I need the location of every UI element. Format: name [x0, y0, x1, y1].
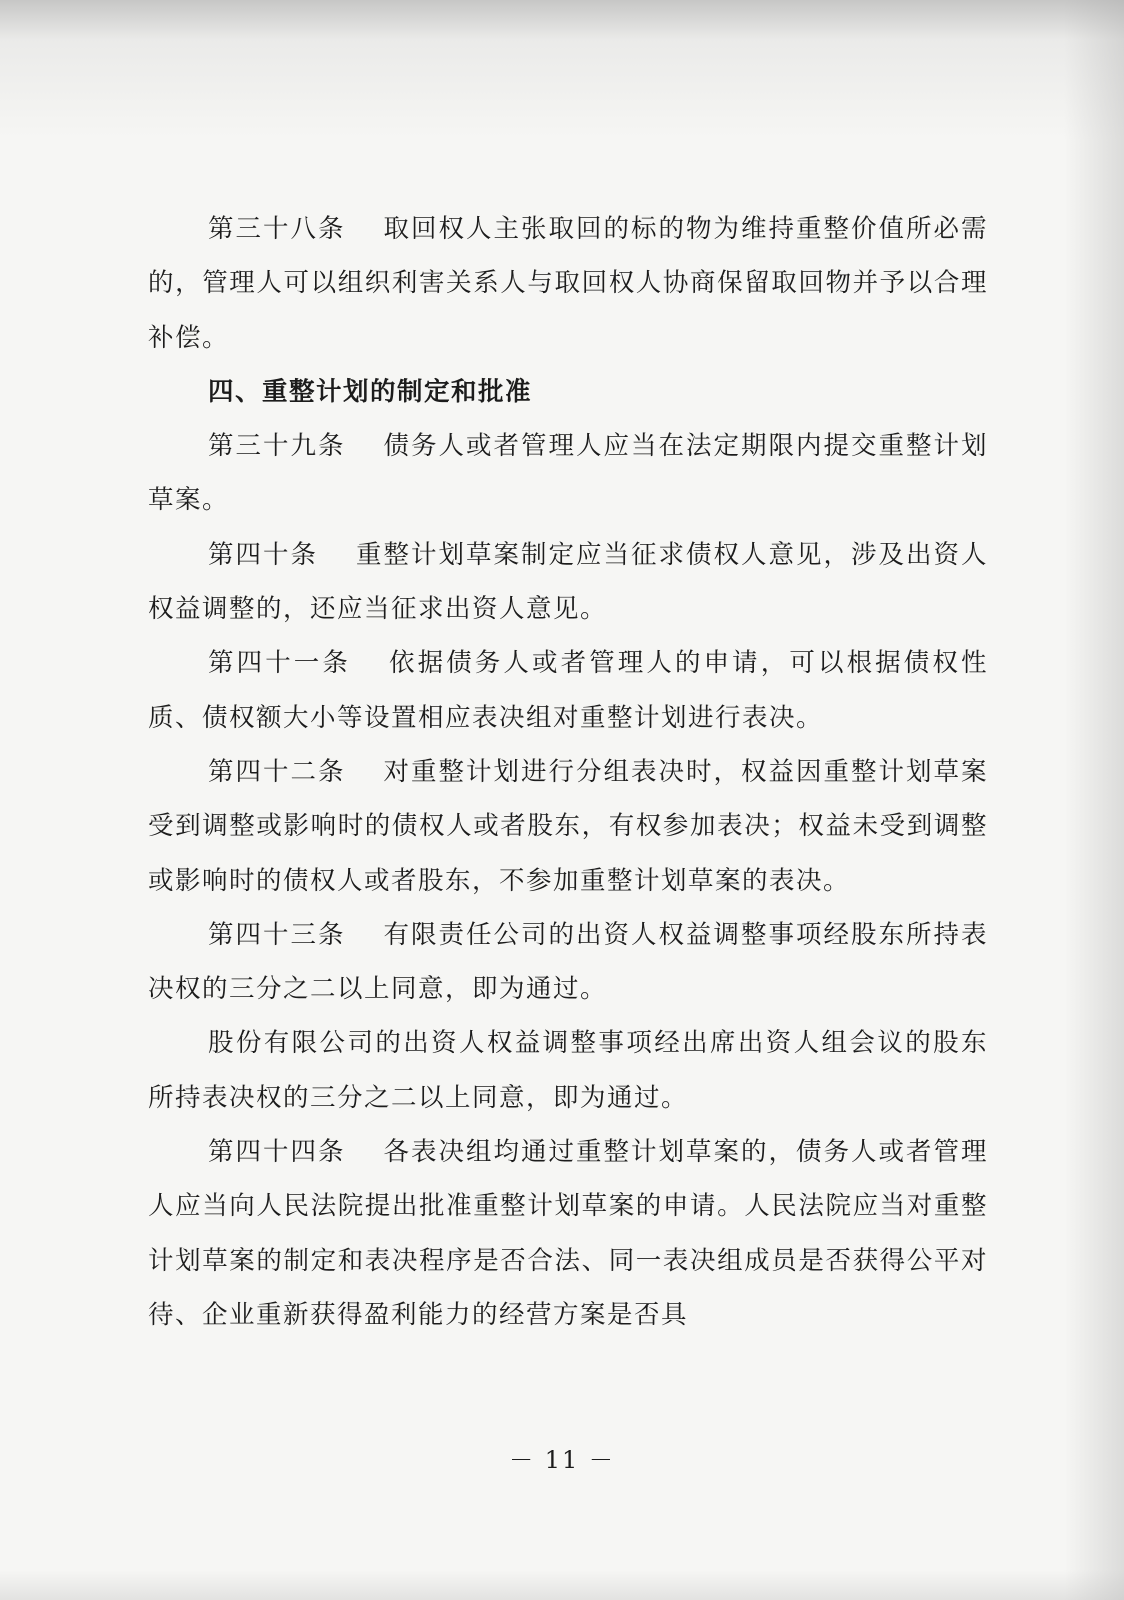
- article-text: 债务人或者管理人应当在法定期限内提交重整计划草案。: [148, 431, 988, 516]
- article-number: 第四十三条: [208, 919, 346, 950]
- page-number: － 11 －: [509, 1446, 615, 1474]
- article-42: [148, 745, 988, 908]
- article-text: 重整计划草案制定应当征求债权人意见，涉及出资人权益调整的，还应当征求出资人意见。: [148, 539, 988, 625]
- article-number: 第三十九条: [208, 431, 346, 462]
- article-number: 第三十八条: [208, 214, 346, 244]
- article-number: 第四十一条: [208, 648, 351, 679]
- article-text: 对重整计划进行分组表决时，权益因重整计划草案受到调整或影响时的债权人或者股东，有权参加表决；权益未受到调整或影响时的债权人或者股东，不参加重整计划草案的表决。: [148, 756, 988, 896]
- article-text: 各表决组均通过重整计划草案的，债务人或者管理人应当向人民法院提出批准重整计划草案的申请。人民法院应当对重整计划草案的制定和表决程序是否合法、同一表决组成员是否获得公平对待、企业重新获得盈利能力的经营方案是否具: [148, 1137, 988, 1330]
- article-39: [148, 419, 988, 528]
- article-43: [148, 908, 988, 1017]
- article-40: [148, 528, 988, 637]
- article-text: 有限责任公司的出资人权益调整事项经股东所持表决权的三分之二以上同意，即为通过。: [148, 919, 988, 1005]
- article-38: [148, 202, 988, 365]
- article-text: 股份有限公司的出资人权益调整事项经出席出资人组会议的股东所持表决权的三分之二以上同意，即为通过。: [148, 1028, 988, 1113]
- scan-shadow-right: [1064, 0, 1124, 1600]
- scan-shadow-bottom: [0, 1570, 1124, 1600]
- article-text: 取回权人主张取回的标的物为维持重整价值所必需的，管理人可以组织利害关系人与取回权人协商保留取回物并予以合理补偿。: [148, 214, 988, 353]
- article-43-paragraph-2: [148, 1016, 988, 1125]
- section-heading: 四、重整计划的制定和批准: [208, 376, 533, 407]
- article-text: 依据债务人或者管理人的申请，可以根据债权性质、债权额大小等设置相应表决组对重整计划进行表决。: [148, 648, 988, 733]
- article-number: 第四十四条: [208, 1137, 346, 1168]
- article-number: 第四十二条: [208, 756, 346, 787]
- article-44: [148, 1125, 988, 1342]
- article-number: 第四十条: [208, 539, 318, 570]
- scan-shadow-top: [0, 0, 1124, 140]
- article-41: [148, 636, 988, 745]
- document-body: [148, 202, 988, 1342]
